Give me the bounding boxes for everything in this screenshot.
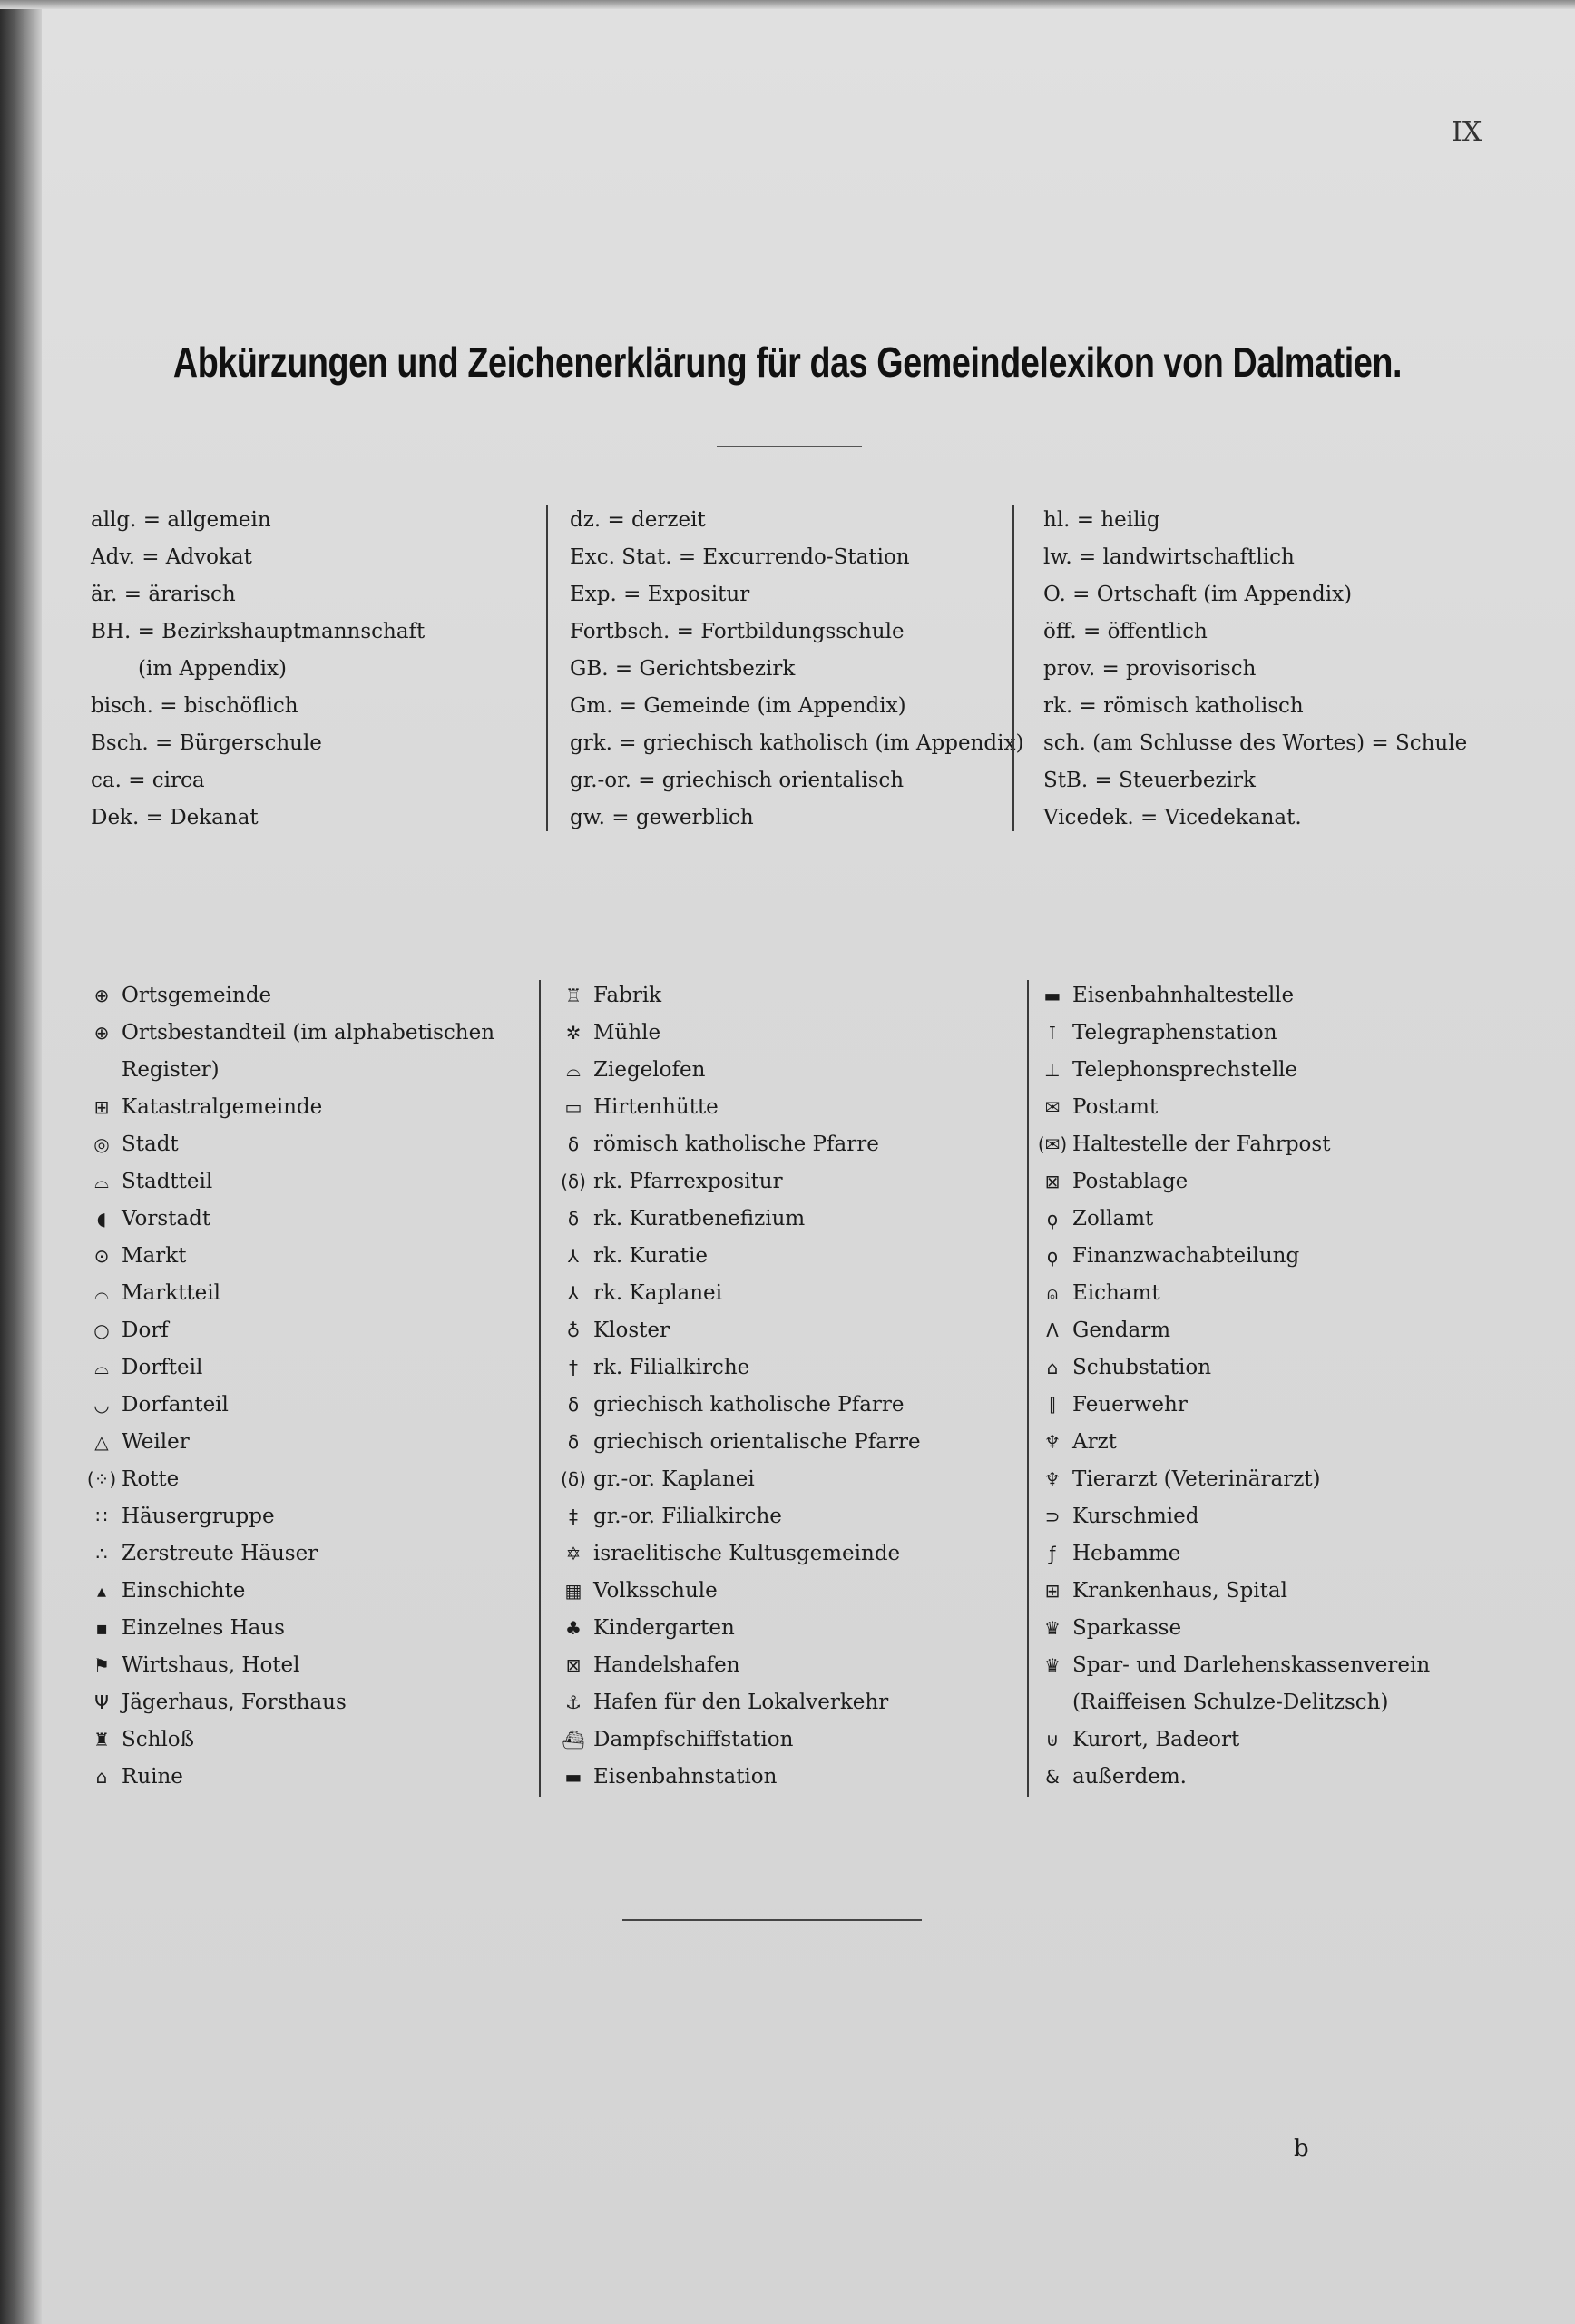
legend-entry [553,1163,1025,1201]
legend-label: Telegraphenstation [1072,1021,1277,1044]
legend-entry [1032,1349,1541,1387]
legend-entry [553,1015,1025,1052]
legend-entry [553,1610,1025,1647]
rotte-icon: (⁘) [86,1468,117,1490]
legend-label: griechisch orientalische Pfarre [593,1430,921,1454]
legend-label: Dorf [122,1319,169,1342]
legend-entry [553,1461,1025,1498]
legend-entry [553,1275,1025,1312]
legend-label: gr.-or. Filialkirche [593,1505,782,1528]
weiler-icon: △ [94,1431,109,1453]
abbreviation-entry: grk. = griechisch katholisch (im Appendix) [570,731,1024,755]
rk-kuratbenefizium-icon: δ [567,1208,580,1230]
legend-label: Eisenbahnstation [593,1765,778,1789]
fabrik-icon: ♖ [565,985,582,1006]
legend-entry [1032,977,1541,1015]
legend-entry [553,1312,1025,1349]
legend-entry [1032,1647,1541,1684]
legend-entry [553,1759,1025,1796]
ziegelofen-icon: ⌓ [566,1059,581,1081]
legend-label: Jägerhaus, Forsthaus [122,1691,347,1714]
page-number: IX [1452,116,1482,148]
legend-label: römisch katholische Pfarre [593,1133,879,1156]
legend-entry [82,977,535,1015]
zerstreute-haeuser-icon: ∴ [95,1543,108,1564]
legend-label: rk. Pfarrexpositur [593,1170,783,1193]
jaegerhaus-icon: Ψ [94,1692,109,1713]
title-divider [717,446,862,447]
legend-entry [553,1535,1025,1573]
legend-entry [1032,1275,1541,1312]
legend-entry [1032,1461,1541,1498]
legend-label: gr.-or. Kaplanei [593,1467,755,1491]
legend-label: Rotte [122,1467,180,1491]
abbreviation-entry: rk. = römisch katholisch [1043,694,1304,718]
feuerwehr-icon: ⫿ [1049,1394,1056,1416]
legend-entry [1032,1387,1541,1424]
grorient-pfarre-icon: δ [567,1431,580,1453]
ausserdem-icon: & [1045,1766,1060,1788]
legend-entry [82,1349,535,1387]
abbreviation-entry: Fortbsch. = Fortbildungsschule [570,620,905,643]
legend-entry [553,1387,1025,1424]
legend-entry [82,1387,535,1424]
legend-label: Kindergarten [593,1616,735,1640]
eisenbahnhaltestelle-icon: ▬ [1043,985,1061,1006]
abbreviation-column-2 [570,502,1024,837]
legend-entry [82,1201,535,1238]
legend-label: Kurort, Badeort [1072,1728,1240,1751]
legend-entry [1032,1759,1541,1796]
legend-label: Ruine [122,1765,183,1789]
legend-label: Mühle [593,1021,661,1044]
legend-label: Ortsgemeinde [122,984,272,1007]
legend-entry [82,1089,535,1126]
gror-filialkirche-icon: ‡ [569,1505,578,1527]
legend-label: Volksschule [593,1579,718,1603]
krankenhaus-icon: ⊞ [1044,1580,1061,1602]
legend-label: Markt [122,1244,187,1268]
legend-label: Haltestelle der Fahrpost [1072,1133,1331,1156]
legend-entry [82,1535,535,1573]
legend-label: Dorfanteil [122,1393,229,1417]
legend-entry [82,1238,535,1275]
legend-label: Fabrik [593,984,662,1007]
telephonsprechstelle-icon: ⊥ [1044,1059,1061,1081]
legend-label: Zerstreute Häuser [122,1542,318,1565]
schubstation-icon: ⌂ [1046,1357,1059,1378]
abbreviation-entry: gr.-or. = griechisch orientalisch [570,769,905,792]
legend-entry [82,1424,535,1461]
kloster-icon: ♁ [566,1319,581,1341]
legend-label: Vorstadt [122,1207,211,1231]
schloss-icon: ♜ [93,1729,110,1750]
column-divider [539,980,541,1797]
legend-entry [82,1126,535,1163]
telegraphenstation-icon: ⊺ [1047,1022,1058,1044]
bottom-divider [622,1919,922,1921]
abbreviation-entry: allg. = allgemein [91,508,271,532]
legend-label: Einschichte [122,1579,246,1603]
legend-label: Stadtteil [122,1170,213,1193]
legend-label: Katastralgemeinde [122,1095,323,1119]
legend-label: rk. Filialkirche [593,1356,750,1379]
katastralgemeinde-icon: ⊞ [93,1096,110,1118]
marktteil-icon: ⌓ [94,1282,109,1304]
legend-entry [1032,1610,1541,1647]
abbreviation-entry: Dek. = Dekanat [91,806,259,829]
sparkasse-icon: ♛ [1044,1617,1061,1639]
kurort-icon: ⊎ [1045,1729,1060,1750]
legend-label: Hafen für den Lokalverkehr [593,1691,889,1714]
kindergarten-icon: ♣ [565,1617,582,1639]
legend-entry [553,1201,1025,1238]
eisenbahnstation-icon: ▬ [564,1766,582,1788]
legend-label: Gendarm [1072,1319,1171,1342]
legend-label: rk. Kuratie [593,1244,708,1268]
volksschule-icon: ▦ [564,1580,582,1602]
legend-entry [1032,1052,1541,1089]
legend-label: Krankenhaus, Spital [1072,1579,1287,1603]
legend-entry [1032,1015,1541,1052]
haltestelle-fahrpost-icon: (✉) [1037,1133,1068,1155]
legend-label: Spar- und Darlehenskassenverein [1072,1653,1431,1677]
legend-entry [1032,1238,1541,1275]
legend-label: Dampfschiffstation [593,1728,794,1751]
dorf-icon: ○ [93,1319,110,1341]
legend-entry [1032,1684,1541,1721]
legend-label: Schubstation [1072,1356,1212,1379]
legend-label: außerdem. [1072,1765,1187,1789]
abbreviation-entry: ca. = circa [91,769,205,792]
legend-label: Postablage [1072,1170,1189,1193]
column-divider [546,505,548,831]
legend-entry [1032,1721,1541,1759]
abbreviation-column-1 [91,502,517,837]
legend-entry [553,1089,1025,1126]
abbreviation-entry: prov. = provisorisch [1043,657,1257,681]
markt-icon: ⊙ [93,1245,110,1267]
legend-label: rk. Kaplanei [593,1281,723,1305]
legend-entry [553,1424,1025,1461]
legend-label: Finanzwachabteilung [1072,1244,1300,1268]
israelitische-kultusgemeinde-icon: ✡ [565,1543,582,1564]
legend-label: Schloß [122,1728,195,1751]
legend-entry [553,1238,1025,1275]
page-title: Abkürzungen und Zeichenerklärung für das Gemeindelexikon von Dalmatien. [172,338,1403,386]
finanzwachabteilung-icon: ϙ [1046,1245,1059,1267]
hafen-lokalverkehr-icon: ⚓ [565,1692,582,1713]
abbreviation-entry: öff. = öffentlich [1043,620,1208,643]
dampfschiffstation-icon: ⛴ [562,1729,585,1750]
abbreviation-entry: StB. = Steuerbezirk [1043,769,1256,792]
legend-entry [1032,1126,1541,1163]
symbol-column-3 [1032,977,1541,1796]
legend-entry [1032,1089,1541,1126]
legend-entry [1032,1312,1541,1349]
einzelnes-haus-icon: ▪ [95,1617,108,1639]
abbreviation-entry: lw. = landwirtschaftlich [1043,545,1295,569]
legend-entry [82,1721,535,1759]
abbreviation-entry: dz. = derzeit [570,508,706,532]
legend-entry [82,1610,535,1647]
einschichte-icon: ▴ [96,1580,107,1602]
legend-label: Telephonsprechstelle [1072,1058,1298,1082]
legend-label: Marktteil [122,1281,221,1305]
legend-entry [1032,1163,1541,1201]
legend-label: Eichamt [1072,1281,1160,1305]
legend-entry [82,1312,535,1349]
legend-entry [82,1573,535,1610]
postablage-icon: ⊠ [1044,1171,1061,1192]
postamt-icon: ✉ [1044,1096,1061,1118]
vorstadt-icon: ◖ [96,1208,107,1230]
legend-label: Zollamt [1072,1207,1154,1231]
gendarm-icon: Λ [1046,1319,1059,1341]
dorfteil-icon: ⌓ [94,1357,109,1378]
legend-label: Tierarzt (Veterinärarzt) [1072,1467,1321,1491]
abbreviation-entry: O. = Ortschaft (im Appendix) [1043,583,1353,606]
legend-label: Feuerwehr [1072,1393,1188,1417]
ortsgemeinde-icon: ⊕ [93,985,110,1006]
legend-entry [82,1461,535,1498]
legend-entry [553,1349,1025,1387]
arzt-icon: ♆ [1044,1431,1061,1453]
gror-kaplanei-icon: (δ) [561,1468,586,1490]
abbreviation-entry: sch. (am Schlusse des Wortes) = Schule [1043,731,1468,755]
abbreviation-entry: (im Appendix) [138,657,287,681]
legend-entry [82,1052,535,1089]
legend-entry [553,1573,1025,1610]
abbreviation-column-3 [1043,502,1515,837]
legend-label: Sparkasse [1072,1616,1182,1640]
legend-entry [553,1721,1025,1759]
legend-entry [82,1684,535,1721]
stadt-icon: ◎ [93,1133,110,1155]
abbreviation-entry: Vicedek. = Vicedekanat. [1043,806,1302,829]
legend-label: Wirtshaus, Hotel [122,1653,300,1677]
ruine-icon: ⌂ [95,1766,108,1788]
abbreviation-entry: bisch. = bischöflich [91,694,298,718]
legend-entry [1032,1573,1541,1610]
legend-entry [82,1015,535,1052]
legend-entry [82,1163,535,1201]
legend-label: Handelshafen [593,1653,740,1677]
eichamt-icon: ⍝ [1047,1282,1058,1304]
muehle-icon: ✲ [565,1022,582,1044]
abbreviation-entry: gw. = gewerblich [570,806,754,829]
legend-label: Stadt [122,1133,179,1156]
legend-label: Weiler [122,1430,190,1454]
legend-label: Kurschmied [1072,1505,1199,1528]
page-signature: b [1294,2135,1309,2162]
legend-label: Ortsbestandteil (im alphabetischen [122,1021,495,1044]
legend-entry [553,1647,1025,1684]
legend-label: Häusergruppe [122,1505,275,1528]
handelshafen-icon: ⊠ [565,1654,582,1676]
abbreviation-entry: Gm. = Gemeinde (im Appendix) [570,694,906,718]
page-top-edge [0,0,1575,9]
rk-kuratie-icon: ⅄ [567,1245,580,1267]
rk-pfarrexpositur-icon: (δ) [561,1171,586,1192]
tierarzt-icon: ♆ [1044,1468,1061,1490]
legend-entry [553,1126,1025,1163]
legend-entry [553,1684,1025,1721]
hebamme-icon: ƒ [1049,1543,1056,1564]
haeusergruppe-icon: ∷ [95,1505,108,1527]
ortsbestandteil-icon: ⊕ [93,1022,110,1044]
abbreviation-entry: BH. = Bezirkshauptmannschaft [91,620,426,643]
legend-label: Postamt [1072,1095,1159,1119]
legend-entry [553,1498,1025,1535]
abbreviation-entry: Exc. Stat. = Excurrendo-Station [570,545,910,569]
abbreviation-entry: GB. = Gerichtsbezirk [570,657,796,681]
symbol-column-2 [553,977,1025,1796]
legend-entry [82,1275,535,1312]
column-divider [1012,505,1014,831]
legend-label: (Raiffeisen Schulze-Delitzsch) [1072,1691,1389,1714]
legend-entry [1032,1424,1541,1461]
column-divider [1027,980,1029,1797]
legend-entry [1032,1535,1541,1573]
legend-entry [82,1759,535,1796]
legend-label: Ziegelofen [593,1058,706,1082]
legend-label: Kloster [593,1319,670,1342]
abbreviation-entry: Exp. = Expositur [570,583,750,606]
rk-pfarre-icon: δ [567,1133,580,1155]
grk-pfarre-icon: δ [567,1394,580,1416]
legend-entry [82,1498,535,1535]
legend-entry [1032,1201,1541,1238]
abbreviation-entry: Bsch. = Bürgerschule [91,731,322,755]
dorfanteil-icon: ◡ [93,1394,110,1416]
book-spine-shadow [0,0,42,2324]
wirtshaus-icon: ⚑ [93,1654,110,1676]
legend-label: Hirtenhütte [593,1095,719,1119]
kurschmied-icon: ⊃ [1044,1505,1061,1527]
legend-label: Arzt [1072,1430,1117,1454]
spar-darlehenskassenverein-icon: ♛ [1044,1654,1061,1676]
legend-entry [553,1052,1025,1089]
legend-label: rk. Kuratbenefizium [593,1207,806,1231]
rk-kaplanei-icon: ⅄ [567,1282,580,1304]
legend-entry [553,977,1025,1015]
legend-label: Register) [122,1058,220,1082]
legend-label: Hebamme [1072,1542,1181,1565]
abbreviation-entry: hl. = heilig [1043,508,1160,532]
rk-filialkirche-icon: † [569,1357,578,1378]
legend-entry [1032,1498,1541,1535]
legend-label: Eisenbahnhaltestelle [1072,984,1295,1007]
hirtenhuette-icon: ▭ [564,1096,582,1118]
legend-entry [82,1647,535,1684]
zollamt-icon: ϙ [1046,1208,1059,1230]
legend-label: israelitische Kultusgemeinde [593,1542,901,1565]
abbreviation-entry: Adv. = Advokat [91,545,252,569]
symbol-column-1 [82,977,535,1796]
abbreviation-entry: är. = ärarisch [91,583,236,606]
legend-label: griechisch katholische Pfarre [593,1393,905,1417]
stadtteil-icon: ⌓ [94,1171,109,1192]
legend-label: Einzelnes Haus [122,1616,285,1640]
legend-label: Dorfteil [122,1356,203,1379]
